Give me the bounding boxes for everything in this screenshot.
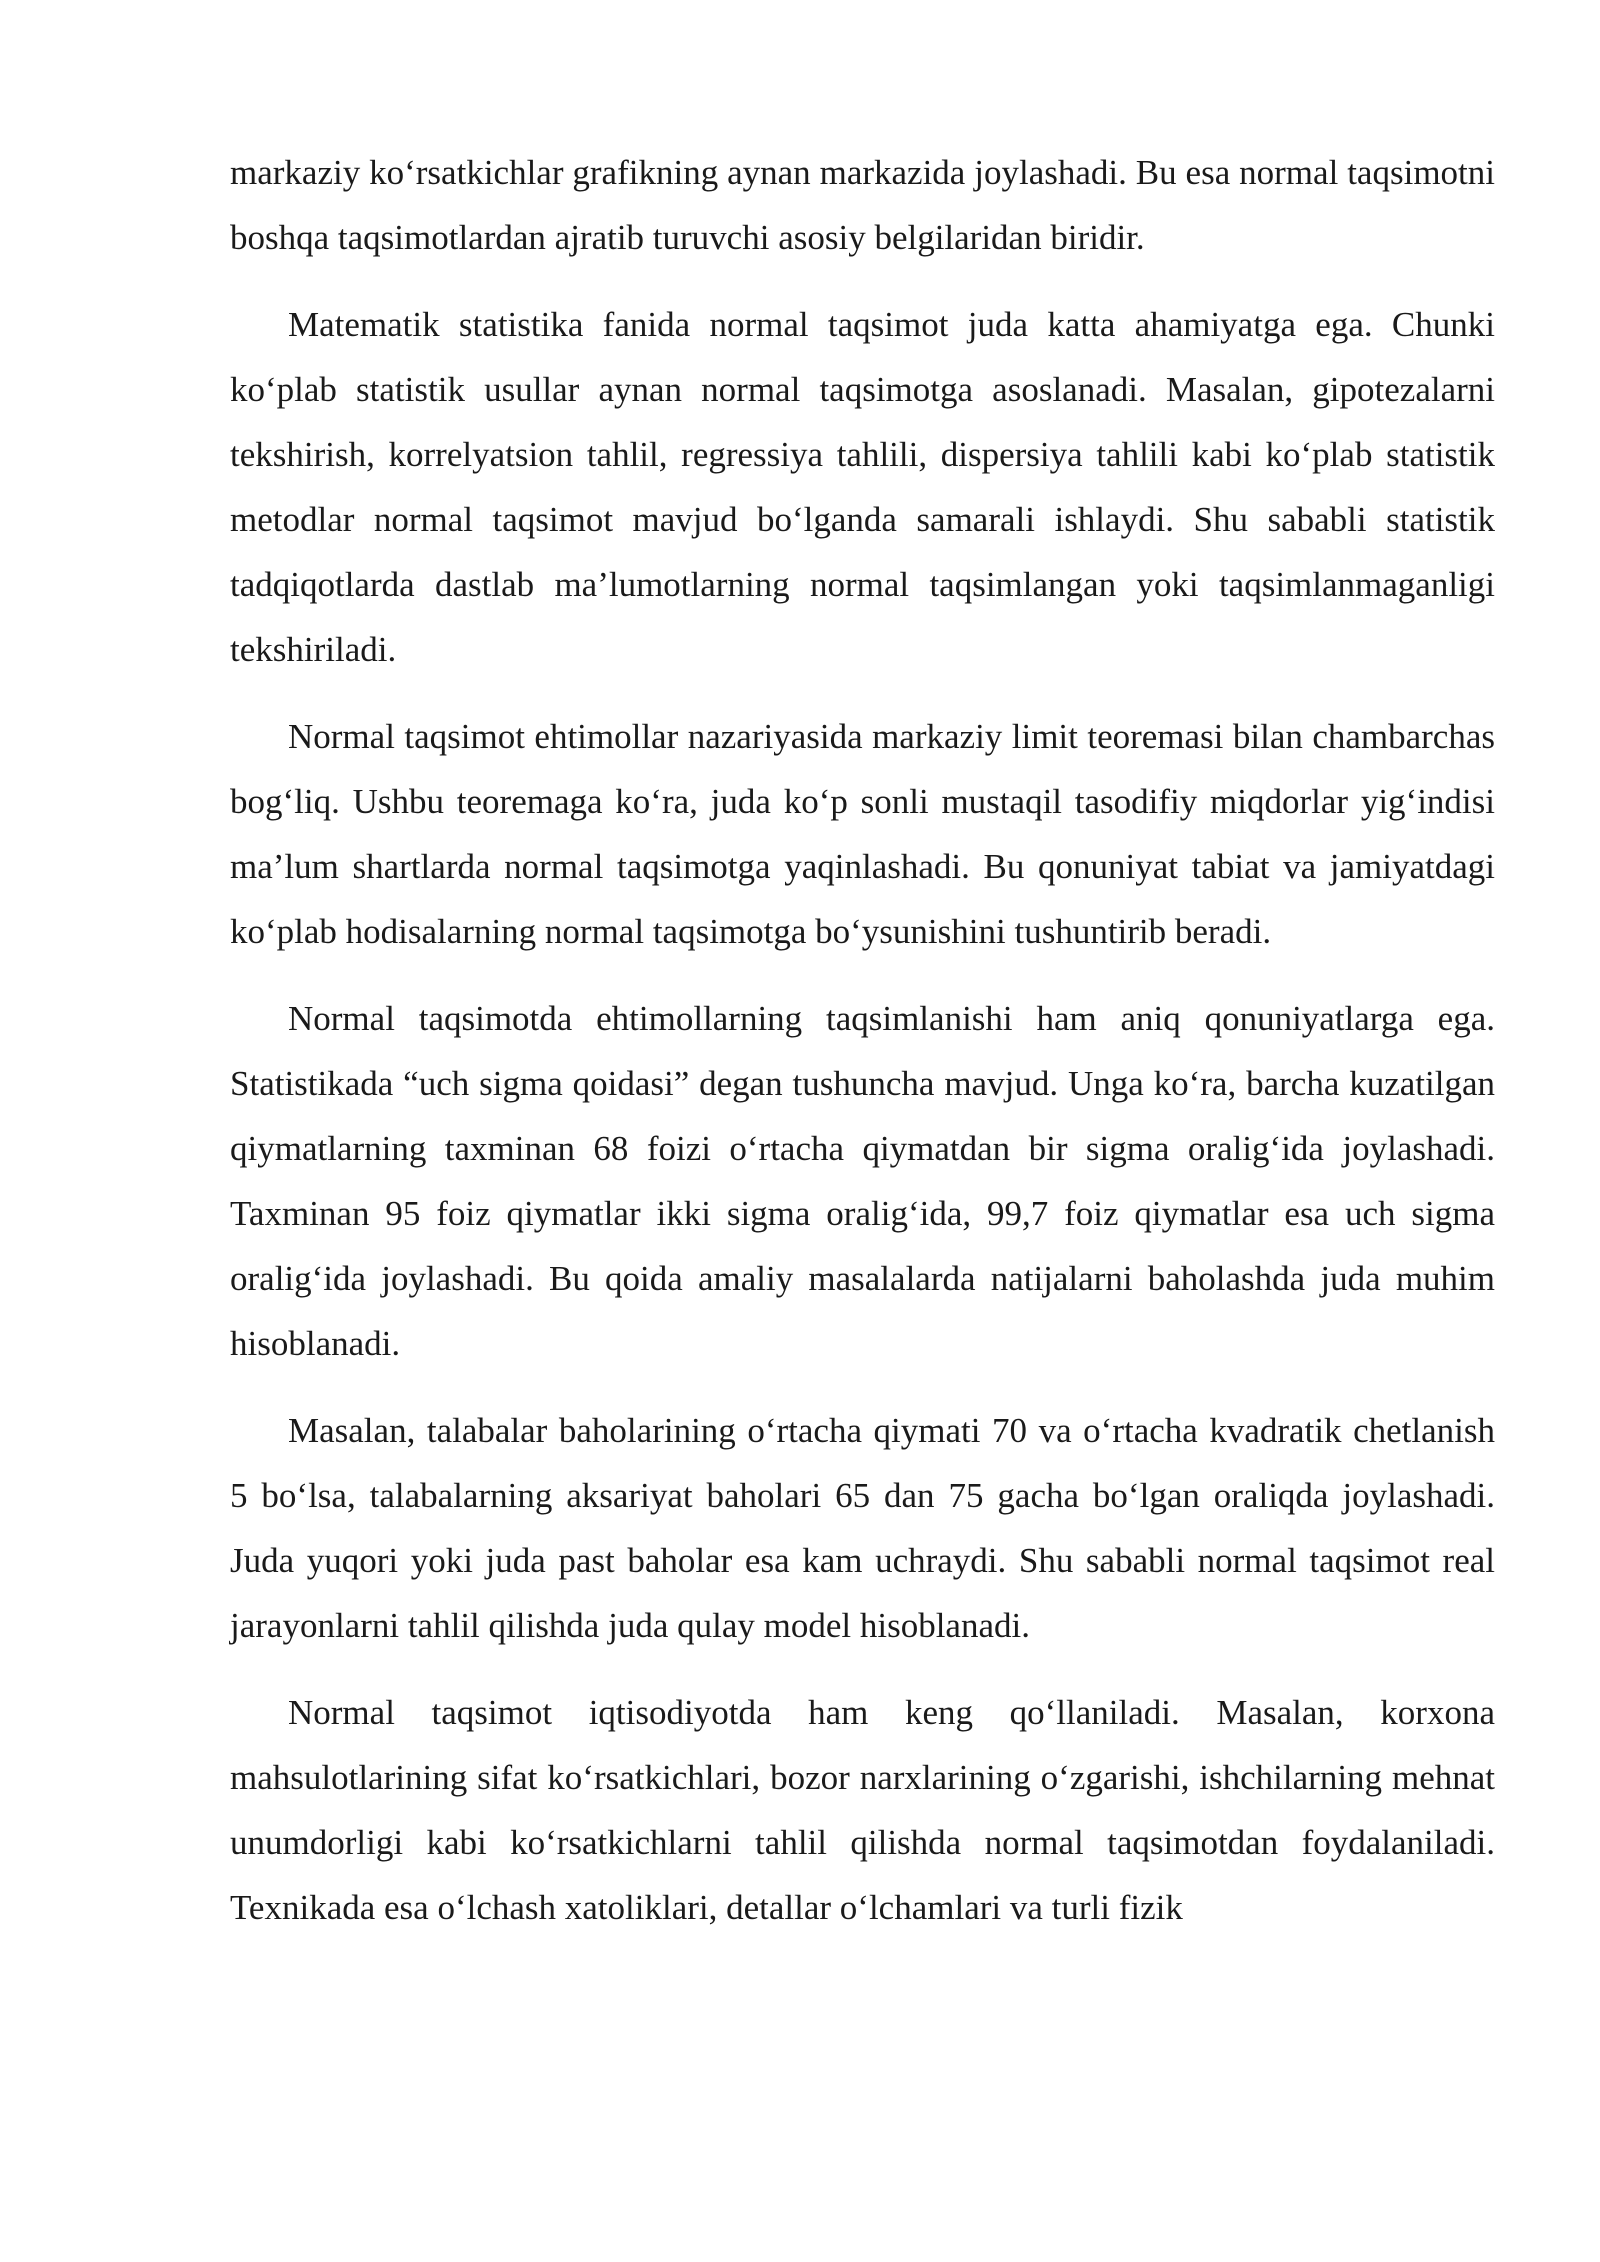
paragraph-statistics-importance: Matematik statistika fanida normal taqsimot juda katta ahamiyatga ega. Chunki ko‘plab statistik usullar aynan normal taqsimotga asoslanadi. Masalan, gipotezalarni tekshirish, korrelyatsion tahlil, regressiya tahlili, dispersiya tahlili kabi ko‘plab statistik metodlar normal taqsimot mavjud bo‘lganda samarali ishlaydi. Shu sababli statistik tadqiqotlarda dastlab ma’lumotlarning normal taqsimlangan yoki taqsimlanmaganligi tekshiriladi.: [230, 305, 1495, 669]
paragraph-central-limit-theorem: Normal taqsimot ehtimollar nazariyasida markaziy limit teoremasi bilan chambarchas bog‘liq. Ushbu teoremaga ko‘ra, juda ko‘p sonli mustaqil tasodifiy miqdorlar yig‘indisi ma’lum shartlarda normal taqsimotga yaqinlashadi. Bu qonuniyat tabiat va jamiyatdagi ko‘plab hodisalarning normal taqsimotga bo‘ysunishini tushuntirib beradi.: [230, 717, 1495, 951]
paragraph-three-sigma-rule: Normal taqsimotda ehtimollarning taqsimlanishi ham aniq qonuniyatlarga ega. Statistikada “uch sigma qoidasi” degan tushuncha mavjud. Unga ko‘ra, barcha kuzatilgan qiymatlarning taxminan 68 foizi o‘rtacha qiymatdan bir sigma oralig‘ida joylashadi. Taxminan 95 foiz qiymatlar ikki sigma oralig‘ida, 99,7 foiz qiymatlar esa uch sigma oralig‘ida joylashadi. Bu qoida amaliy masalalarda natijalarni baholashda juda muhim hisoblanadi.: [230, 999, 1495, 1363]
paragraph-grades-example: Masalan, talabalar baholarining o‘rtacha qiymati 70 va o‘rtacha kvadratik chetlanish 5 bo‘lsa, talabalarning aksariyat baholari 65 dan 75 gacha bo‘lgan oraliqda joylashadi. Juda yuqori yoki juda past baholar esa kam uchraydi. Shu sababli normal taqsimot real jarayonlarni tahlil qilishda juda qulay model hisoblanadi.: [230, 1411, 1495, 1645]
paragraph-continued: markaziy ko‘rsatkichlar grafikning aynan markazida joylashadi. Bu esa normal taqsimotni boshqa taqsimotlardan ajratib turuvchi asosiy belgilaridan biridir.: [230, 153, 1495, 257]
paragraph-economics-application: Normal taqsimot iqtisodiyotda ham keng qo‘llaniladi. Masalan, korxona mahsulotlarining sifat ko‘rsatkichlari, bozor narxlarining o‘zgarishi, ishchilarning mehnat unumdorligi kabi ko‘rsatkichlarni tahlil qilishda normal taqsimotdan foydalaniladi. Texnikada esa o‘lchash xatoliklari, detallar o‘lchamlari va turli fizik: [230, 1693, 1495, 1927]
document-body: [230, 140, 1495, 1962]
